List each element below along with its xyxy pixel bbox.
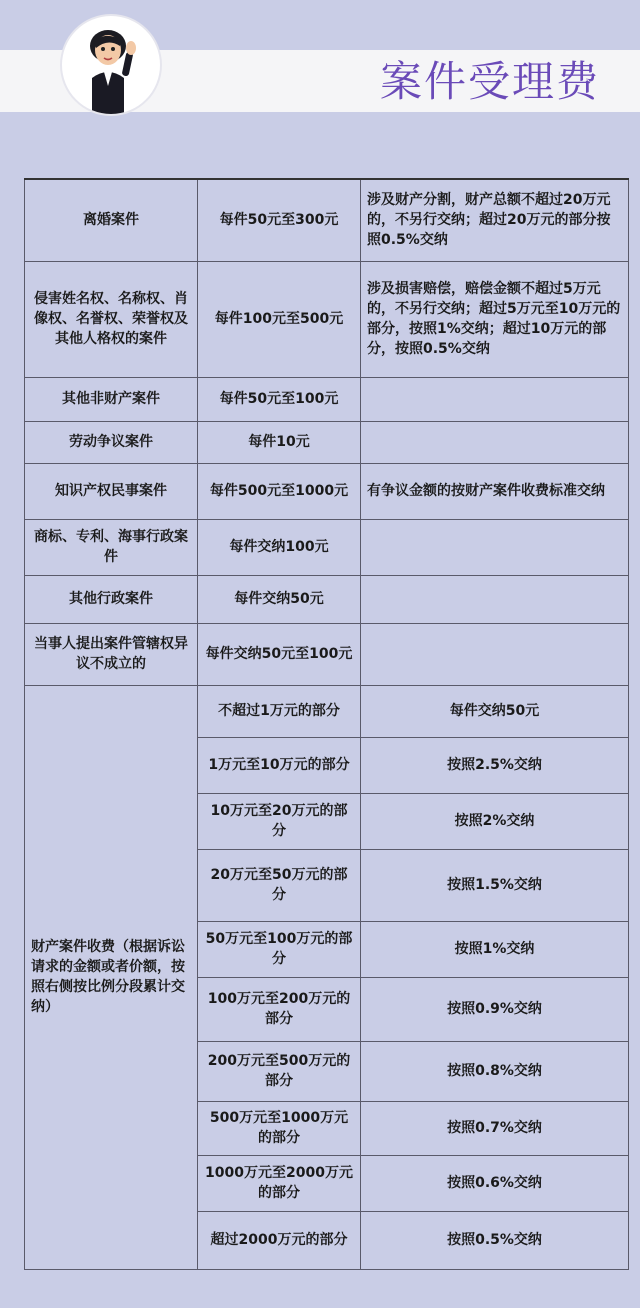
case-type: 其他行政案件 <box>25 575 198 623</box>
fee-note <box>361 575 629 623</box>
case-type: 当事人提出案件管辖权异议不成立的 <box>25 623 198 685</box>
tier-range: 100万元至200万元的部分 <box>198 977 361 1041</box>
fee-note: 涉及财产分割，财产总额不超过20万元的，不另行交纳；超过20万元的部分按照0.5%交纳 <box>361 179 629 261</box>
fee-note <box>361 519 629 575</box>
tier-range: 50万元至100万元的部分 <box>198 921 361 977</box>
tier-range: 200万元至500万元的部分 <box>198 1041 361 1101</box>
fee-amount: 每件50元至300元 <box>198 179 361 261</box>
case-type: 其他非财产案件 <box>25 377 198 421</box>
property-case-label: 财产案件收费（根据诉讼请求的金额或者价额，按照右侧按比例分段累计交纳） <box>25 685 198 1269</box>
tier-rate: 按照2.5%交纳 <box>361 737 629 793</box>
page-title: 案件受理费 <box>379 57 600 106</box>
table-row <box>25 377 629 421</box>
tier-rate: 按照1%交纳 <box>361 921 629 977</box>
fee-amount: 每件交纳50元 <box>198 575 361 623</box>
fee-note: 涉及损害赔偿，赔偿金额不超过5万元的，不另行交纳；超过5万元至10万元的部分，按照1%交纳；超过10万元的部分，按照0.5%交纳 <box>361 261 629 377</box>
tier-range: 500万元至1000万元的部分 <box>198 1101 361 1155</box>
case-type: 知识产权民事案件 <box>25 463 198 519</box>
table-row <box>25 179 629 261</box>
table-row <box>25 519 629 575</box>
tier-range: 20万元至50万元的部分 <box>198 849 361 921</box>
fee-amount: 每件100元至500元 <box>198 261 361 377</box>
table-row <box>25 575 629 623</box>
table-row <box>25 623 629 685</box>
table-row <box>25 463 629 519</box>
tier-range: 不超过1万元的部分 <box>198 685 361 737</box>
fee-note <box>361 421 629 463</box>
fee-note <box>361 623 629 685</box>
table-row <box>25 685 629 737</box>
fee-table <box>24 178 629 1270</box>
tier-rate: 按照1.5%交纳 <box>361 849 629 921</box>
tier-rate: 每件交纳50元 <box>361 685 629 737</box>
fee-amount: 每件交纳50元至100元 <box>198 623 361 685</box>
tier-range: 超过2000万元的部分 <box>198 1211 361 1269</box>
tier-range: 10万元至20万元的部分 <box>198 793 361 849</box>
fee-amount: 每件交纳100元 <box>198 519 361 575</box>
fee-amount: 每件50元至100元 <box>198 377 361 421</box>
table-row <box>25 421 629 463</box>
tier-rate: 按照0.7%交纳 <box>361 1101 629 1155</box>
case-type: 侵害姓名权、名称权、肖像权、名誉权、荣誉权及其他人格权的案件 <box>25 261 198 377</box>
case-type: 离婚案件 <box>25 179 198 261</box>
fee-amount: 每件500元至1000元 <box>198 463 361 519</box>
tier-rate: 按照0.9%交纳 <box>361 977 629 1041</box>
fee-note: 有争议金额的按财产案件收费标准交纳 <box>361 463 629 519</box>
fee-note <box>361 377 629 421</box>
tier-rate: 按照0.5%交纳 <box>361 1211 629 1269</box>
businesswoman-avatar-icon <box>62 16 160 114</box>
case-type: 劳动争议案件 <box>25 421 198 463</box>
tier-rate: 按照0.6%交纳 <box>361 1155 629 1211</box>
tier-range: 1万元至10万元的部分 <box>198 737 361 793</box>
tier-range: 1000万元至2000万元的部分 <box>198 1155 361 1211</box>
case-type: 商标、专利、海事行政案件 <box>25 519 198 575</box>
table-row <box>25 261 629 377</box>
tier-rate: 按照0.8%交纳 <box>361 1041 629 1101</box>
fee-amount: 每件10元 <box>198 421 361 463</box>
tier-rate: 按照2%交纳 <box>361 793 629 849</box>
